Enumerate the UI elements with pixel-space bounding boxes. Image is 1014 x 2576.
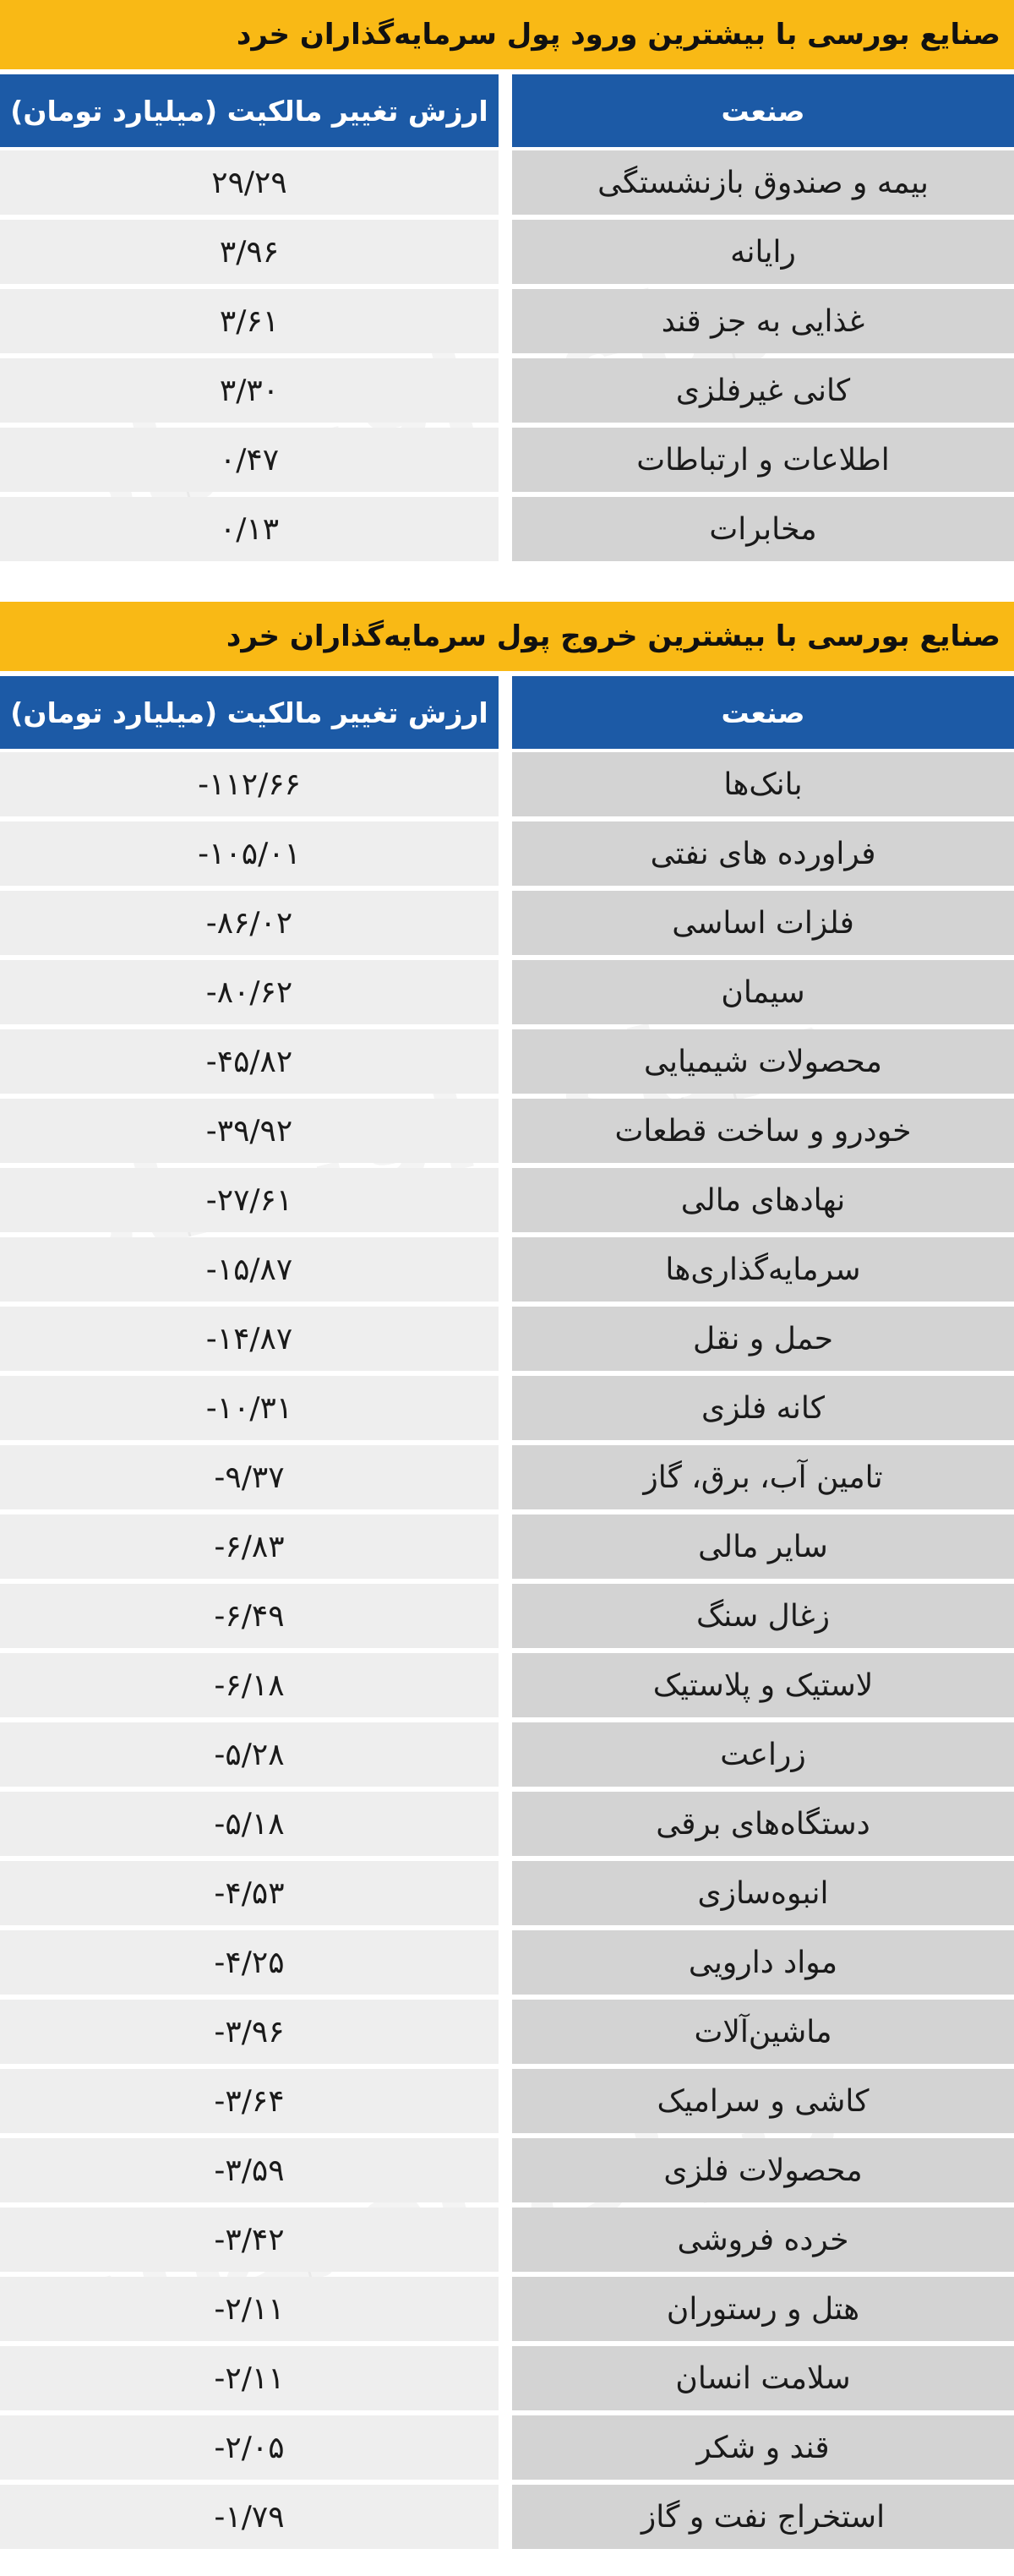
value-cell: -۴/۵۳ [0,1861,499,1925]
table-row [0,1237,1014,1302]
value-cell: ۳/۹۶ [0,220,499,284]
value-cell: -۴/۲۵ [0,1930,499,1995]
table-row [0,891,1014,955]
table-row [0,497,1014,561]
table-row [0,358,1014,423]
industry-cell: اطلاعات و ارتباطات [512,428,1014,492]
industry-cell: رایانه [512,220,1014,284]
outflow-table [0,676,1014,2549]
industry-cell: غذایی به جز قند [512,289,1014,353]
table-row [0,2346,1014,2410]
table-row [0,289,1014,353]
industry-cell: کانی غیرفلزی [512,358,1014,423]
table-row [0,1930,1014,1995]
inflow-table [0,74,1014,561]
header-value: ارزش تغییر مالکیت (میلیارد تومان) [0,74,499,147]
industry-cell: مخابرات [512,497,1014,561]
industry-cell: سلامت انسان [512,2346,1014,2410]
industry-cell: استخراج نفت و گاز [512,2485,1014,2549]
industry-cell: زغال سنگ [512,1584,1014,1648]
value-cell: -۶/۱۸ [0,1653,499,1717]
value-cell: -۱۱۲/۶۶ [0,752,499,816]
value-cell: -۲/۱۱ [0,2346,499,2410]
value-cell: -۹/۳۷ [0,1445,499,1509]
table-row [0,2069,1014,2133]
industry-cell: خودرو و ساخت قطعات [512,1099,1014,1163]
value-cell: -۵/۲۸ [0,1722,499,1787]
outflow-section [0,602,1014,2554]
industry-cell: مواد دارویی [512,1930,1014,1995]
table-row [0,752,1014,816]
value-cell: -۵/۱۸ [0,1792,499,1856]
table-row [0,2415,1014,2480]
table-row [0,2000,1014,2064]
industry-cell: فلزات اساسی [512,891,1014,955]
table-row [0,1653,1014,1717]
table-row [0,2277,1014,2341]
value-cell: -۲/۰۵ [0,2415,499,2480]
table-row [0,2208,1014,2272]
header-industry: صنعت [512,676,1014,749]
industry-cell: انبوه‌سازی [512,1861,1014,1925]
table-row [0,2138,1014,2202]
table-row [0,1584,1014,1648]
table-row [0,1029,1014,1094]
table-row [0,1376,1014,1440]
table-row [0,1792,1014,1856]
table-header-row [0,676,1014,749]
industry-cell: کاشی و سرامیک [512,2069,1014,2133]
value-cell: -۴۵/۸۲ [0,1029,499,1094]
value-cell: -۱۴/۸۷ [0,1307,499,1371]
value-cell: -۱/۷۹ [0,2485,499,2549]
table-row [0,1722,1014,1787]
industry-cell: بانک‌ها [512,752,1014,816]
table-row [0,220,1014,284]
value-cell: -۶/۸۳ [0,1514,499,1579]
value-cell: ۳/۳۰ [0,358,499,423]
value-cell: -۲۷/۶۱ [0,1168,499,1232]
table-row [0,428,1014,492]
table-row [0,821,1014,886]
value-cell: ۰/۴۷ [0,428,499,492]
table-header-row [0,74,1014,147]
industry-cell: قند و شکر [512,2415,1014,2480]
industry-cell: دستگاه‌های برقی [512,1792,1014,1856]
industry-cell: سیمان [512,960,1014,1024]
industry-cell: خرده فروشی [512,2208,1014,2272]
table-row [0,1099,1014,1163]
industry-cell: هتل و رستوران [512,2277,1014,2341]
value-cell: -۳/۶۴ [0,2069,499,2133]
industry-cell: سایر مالی [512,1514,1014,1579]
industry-cell: حمل و نقل [512,1307,1014,1371]
industry-cell: نهادهای مالی [512,1168,1014,1232]
industry-cell: تامین آب، برق، گاز [512,1445,1014,1509]
table-row [0,1861,1014,1925]
value-cell: -۳/۵۹ [0,2138,499,2202]
table-row [0,960,1014,1024]
table-row [0,150,1014,215]
table-row [0,1445,1014,1509]
value-cell: -۶/۴۹ [0,1584,499,1648]
industry-cell: لاستیک و پلاستیک [512,1653,1014,1717]
table-row [0,2485,1014,2549]
table-row [0,1307,1014,1371]
value-cell: -۸۰/۶۲ [0,960,499,1024]
value-cell: -۳/۴۲ [0,2208,499,2272]
value-cell: -۱۵/۸۷ [0,1237,499,1302]
industry-cell: بیمه و صندوق بازنشستگی [512,150,1014,215]
value-cell: ۳/۶۱ [0,289,499,353]
header-value: ارزش تغییر مالکیت (میلیارد تومان) [0,676,499,749]
industry-cell: محصولات فلزی [512,2138,1014,2202]
value-cell: -۲/۱۱ [0,2277,499,2341]
industry-cell: ماشین‌آلات [512,2000,1014,2064]
value-cell: -۱۰/۳۱ [0,1376,499,1440]
inflow-section [0,0,1014,566]
industry-cell: محصولات شیمیایی [512,1029,1014,1094]
value-cell: -۳/۹۶ [0,2000,499,2064]
table-row [0,1168,1014,1232]
value-cell: ۰/۱۳ [0,497,499,561]
value-cell: -۸۶/۰۲ [0,891,499,955]
value-cell: ۲۹/۲۹ [0,150,499,215]
industry-cell: سرمایه‌گذاری‌ها [512,1237,1014,1302]
inflow-table-title: صنایع بورسی با بیشترین ورود پول سرمایه‌گذاران خرد [0,0,1014,69]
outflow-table-title: صنایع بورسی با بیشترین خروج پول سرمایه‌گذاران خرد [0,602,1014,671]
value-cell: -۱۰۵/۰۱ [0,821,499,886]
value-cell: -۳۹/۹۲ [0,1099,499,1163]
industry-cell: کانه فلزی [512,1376,1014,1440]
header-industry: صنعت [512,74,1014,147]
industry-cell: زراعت [512,1722,1014,1787]
industry-cell: فراورده های نفتی [512,821,1014,886]
table-row [0,1514,1014,1579]
